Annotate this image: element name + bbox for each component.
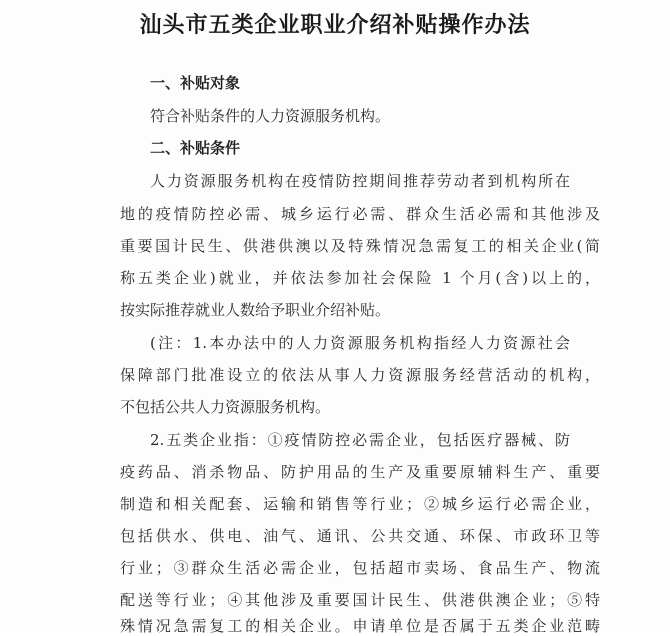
note-line: (注：1.本办法中的人力资源服务机构指经人力资源社会 — [150, 334, 570, 352]
list-item-line: 包括供水、供电、油气、通讯、公共交通、环保、市政环卫等 — [120, 527, 600, 545]
paragraph-line: 符合补贴条件的人力资源服务机构。 — [150, 107, 391, 125]
paragraph-line: 人力资源服务机构在疫情防控期间推荐劳动者到机构所在 — [150, 172, 570, 190]
paragraph-line: 重要国计民生、供港供澳以及特殊情况急需复工的相关企业(简 — [120, 237, 600, 255]
note-line: 不包括公共人力资源服务机构。 — [120, 398, 331, 416]
list-item-line: 疫药品、消杀物品、防护用品的生产及重要原辅料生产、重要 — [120, 463, 600, 481]
section-heading-subsidy-conditions: 二、补贴条件 — [150, 139, 241, 157]
list-item-line: 配送等行业；④其他涉及重要国计民生、供港供澳企业；⑤特 — [120, 591, 600, 609]
list-item-line: 制造和相关配套、运输和销售等行业；②城乡运行必需企业， — [120, 495, 600, 513]
paragraph-line: 称五类企业)就业，并依法参加社会保险 1 个月(含)以上的， — [120, 269, 600, 287]
note-line: 保障部门批准设立的依法从事人力资源服务经营活动的机构， — [120, 366, 600, 384]
paragraph-line: 按实际推荐就业人数给予职业介绍补贴。 — [120, 301, 391, 319]
list-item-line: 2.五类企业指：①疫情防控必需企业，包括医疗器械、防 — [150, 431, 570, 449]
list-item-line: 行业；③群众生活必需企业，包括超市卖场、食品生产、物流 — [120, 559, 600, 577]
paragraph-line: 地的疫情防控必需、城乡运行必需、群众生活必需和其他涉及 — [120, 205, 600, 223]
document-title: 汕头市五类企业职业介绍补贴操作办法 — [139, 12, 531, 38]
list-item-line: 殊情况急需复工的相关企业。申请单位是否属于五类企业范畴 — [120, 617, 600, 635]
section-heading-subsidy-target: 一、补贴对象 — [150, 74, 241, 92]
